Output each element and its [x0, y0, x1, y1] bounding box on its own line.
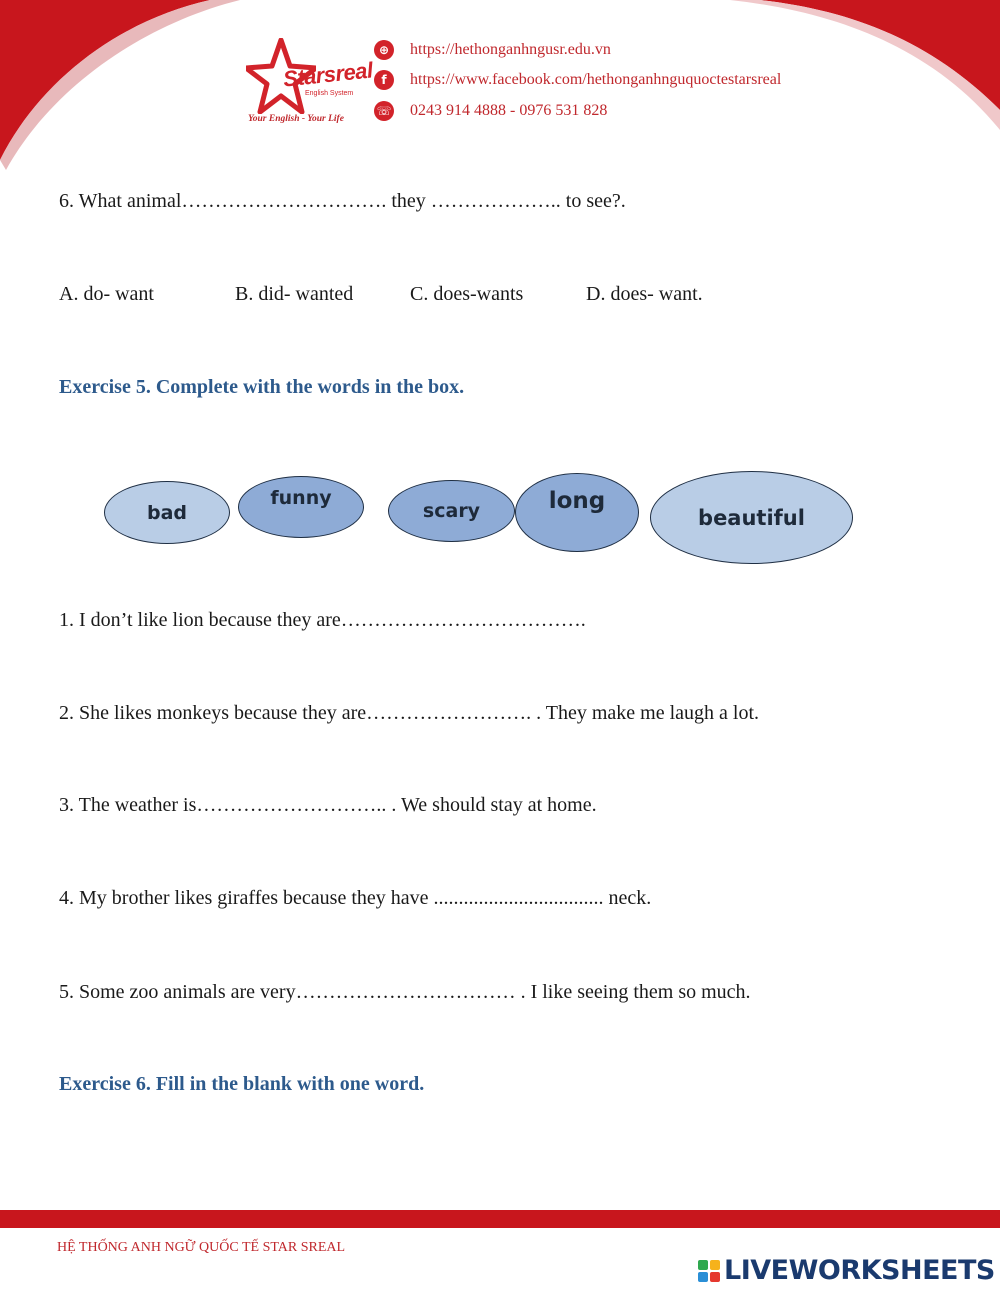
- exercise-5-sentence-1: 1. I don’t like lion because they are……………………………….: [59, 609, 586, 631]
- exercise-5-sentence-5: 5. Some zoo animals are very…………………………… . I like seeing them so much.: [59, 981, 751, 1003]
- phone-icon: ☏: [374, 101, 394, 121]
- liveworksheets-icon: [698, 1260, 720, 1282]
- option-b[interactable]: B. did- wanted: [235, 283, 354, 305]
- logo-name: Starsreal: [281, 57, 374, 92]
- word-scary: scary: [422, 500, 481, 522]
- exercise-6-title: Exercise 6. Fill in the blank with one word.: [59, 1073, 425, 1095]
- contact-phone-text: 0243 914 4888 - 0976 531 828: [410, 102, 608, 119]
- contact-website-text: https://hethonganhngusr.edu.vn: [410, 41, 611, 58]
- word-bubble-funny: [238, 476, 364, 538]
- word-beautiful: beautiful: [698, 505, 805, 530]
- footer-bar: [0, 1210, 1000, 1228]
- option-d[interactable]: D. does- want.: [586, 283, 703, 305]
- contact-facebook-text: https://www.facebook.com/hethonganhnguquoctestarsreal: [410, 71, 782, 88]
- contact-facebook[interactable]: [374, 70, 781, 90]
- exercise-5-sentence-2: 2. She likes monkeys because they are……………………. . They make me laugh a lot.: [59, 702, 760, 724]
- word-bubble-beautiful: [650, 471, 853, 564]
- liveworksheets-logo[interactable]: [698, 1255, 995, 1286]
- exercise-5-title: Exercise 5. Complete with the words in the box.: [59, 376, 465, 398]
- footer-org: HỆ THỐNG ANH NGỮ QUỐC TẾ STAR SREAL: [57, 1240, 346, 1255]
- word-bubble-long: [515, 473, 639, 552]
- facebook-icon: f: [374, 70, 394, 90]
- logo-tagline: Your English - Your Life: [248, 114, 344, 124]
- exercise-5-sentence-4: 4. My brother likes giraffes because they have .................................. neck.: [59, 887, 652, 909]
- liveworksheets-brand: LIVEWORKSHEETS: [724, 1255, 995, 1286]
- question-6: 6. What animal…………………………. they ……………….. to see?.: [59, 190, 626, 212]
- option-c[interactable]: C. does-wants: [410, 283, 524, 305]
- logo-subtitle: English System: [305, 90, 354, 97]
- word-bubble-scary: [388, 480, 515, 542]
- option-a[interactable]: A. do- want: [59, 283, 154, 305]
- word-funny: funny: [270, 487, 332, 509]
- contact-website[interactable]: [374, 40, 611, 60]
- header-decoration: [0, 0, 1000, 180]
- globe-icon: ⊕: [374, 40, 394, 60]
- exercise-5-sentence-3: 3. The weather is……………………….. . We should stay at home.: [59, 794, 597, 816]
- word-bubble-bad: [104, 481, 230, 544]
- contact-phone[interactable]: [374, 101, 607, 121]
- word-long: long: [548, 488, 606, 514]
- word-bad: bad: [146, 501, 188, 524]
